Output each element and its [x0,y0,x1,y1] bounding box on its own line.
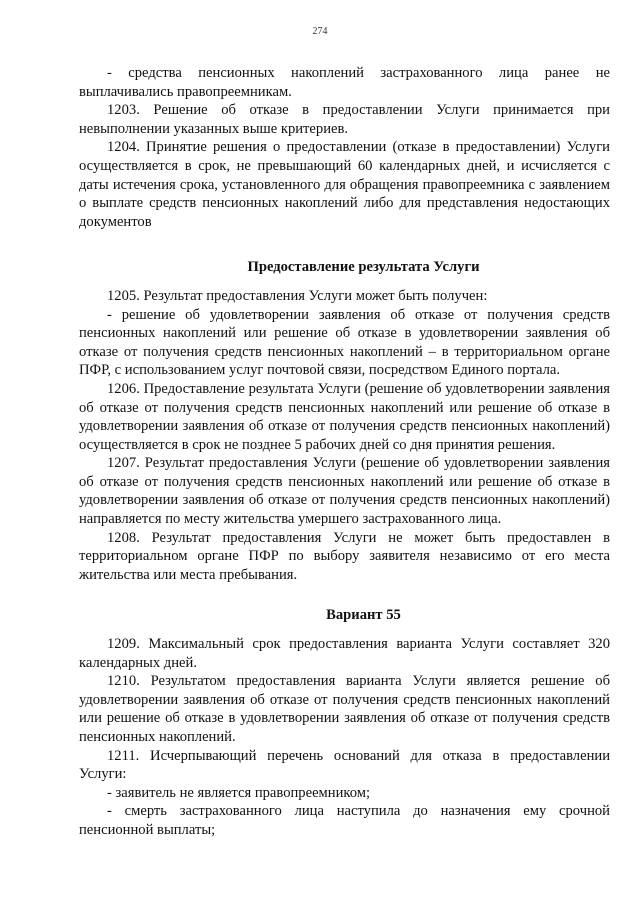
paragraph: 1211. Исчерпывающий перечень оснований для отказа в предоставлении Услуги: [79,747,610,783]
paragraph: 1204. Принятие решения о предоставлении (отказе в предоставлении) Услуги осуществляется в срок, не превышающий 60 календарных дней, и исчисляется с даты истечения срока, установленного для обращения правопреемника с заявлением о выплате средств пенсионных накоплений либо для представления недостающих документов [79,139,610,230]
paragraph: 1203. Решение об отказе в предоставлении Услуги принимается при невыполнении указанных выше критериев. [79,102,610,137]
paragraph: 1209. Максимальный срок предоставления варианта Услуги составляет 320 календарных дней. [79,636,610,671]
document-body [79,64,610,840]
section-heading: Предоставление результата Услуги [247,259,480,276]
paragraph: - средства пенсионных накоплений застрахованного лица ранее не выплачивались правопреемникам. [79,65,610,100]
paragraph: 1206. Предоставление результата Услуги (решение об удовлетворении заявления об отказе от получения средств пенсионных накоплений или решение об отказе в удовлетворении заявления об отказе от получения средств пенсионных накоплений) осуществляется в срок не позднее 5 рабочих дней со дня принятия решения. [79,380,610,453]
list-item: - заявитель не является правопреемником; [107,784,371,801]
paragraph: 1207. Результат предоставления Услуги (решение об удовлетворении заявления об отказе от получения средств пенсионных накоплений или решение об отказе в удовлетворении заявления об отказе от получения средств пенсионных накоплений) направляется по месту жительства умершего застрахованного лица. [79,455,610,528]
section-heading: Вариант 55 [326,607,401,624]
paragraph: 1210. Результатом предоставления варианта Услуги является решение об удовлетворении заявления об отказе от получения средств пенсионных накоплений или решение об отказе в удовлетворении заявления об отказе от получения средств пенсионных накоплений. [79,673,610,745]
list-item: - смерть застрахованного лица наступила до назначения ему срочной пенсионной выплаты; [79,803,610,838]
page-number: 274 [312,26,328,37]
paragraph: - решение об удовлетворении заявления об отказе от получения средств пенсионных накоплений или решение об отказе в удовлетворении заявления об отказе от получения средств пенсионных накоплений – в территориальном органе ПФР, с использованием услуг почтовой связи, посредством Единого портала. [79,306,610,379]
paragraph: 1208. Результат предоставления Услуги не может быть предоставлен в территориальном органе ПФР по выбору заявителя независимо от его места жительства или места пребывания. [79,529,610,583]
paragraph: 1205. Результат предоставления Услуги может быть получен: [107,287,488,304]
